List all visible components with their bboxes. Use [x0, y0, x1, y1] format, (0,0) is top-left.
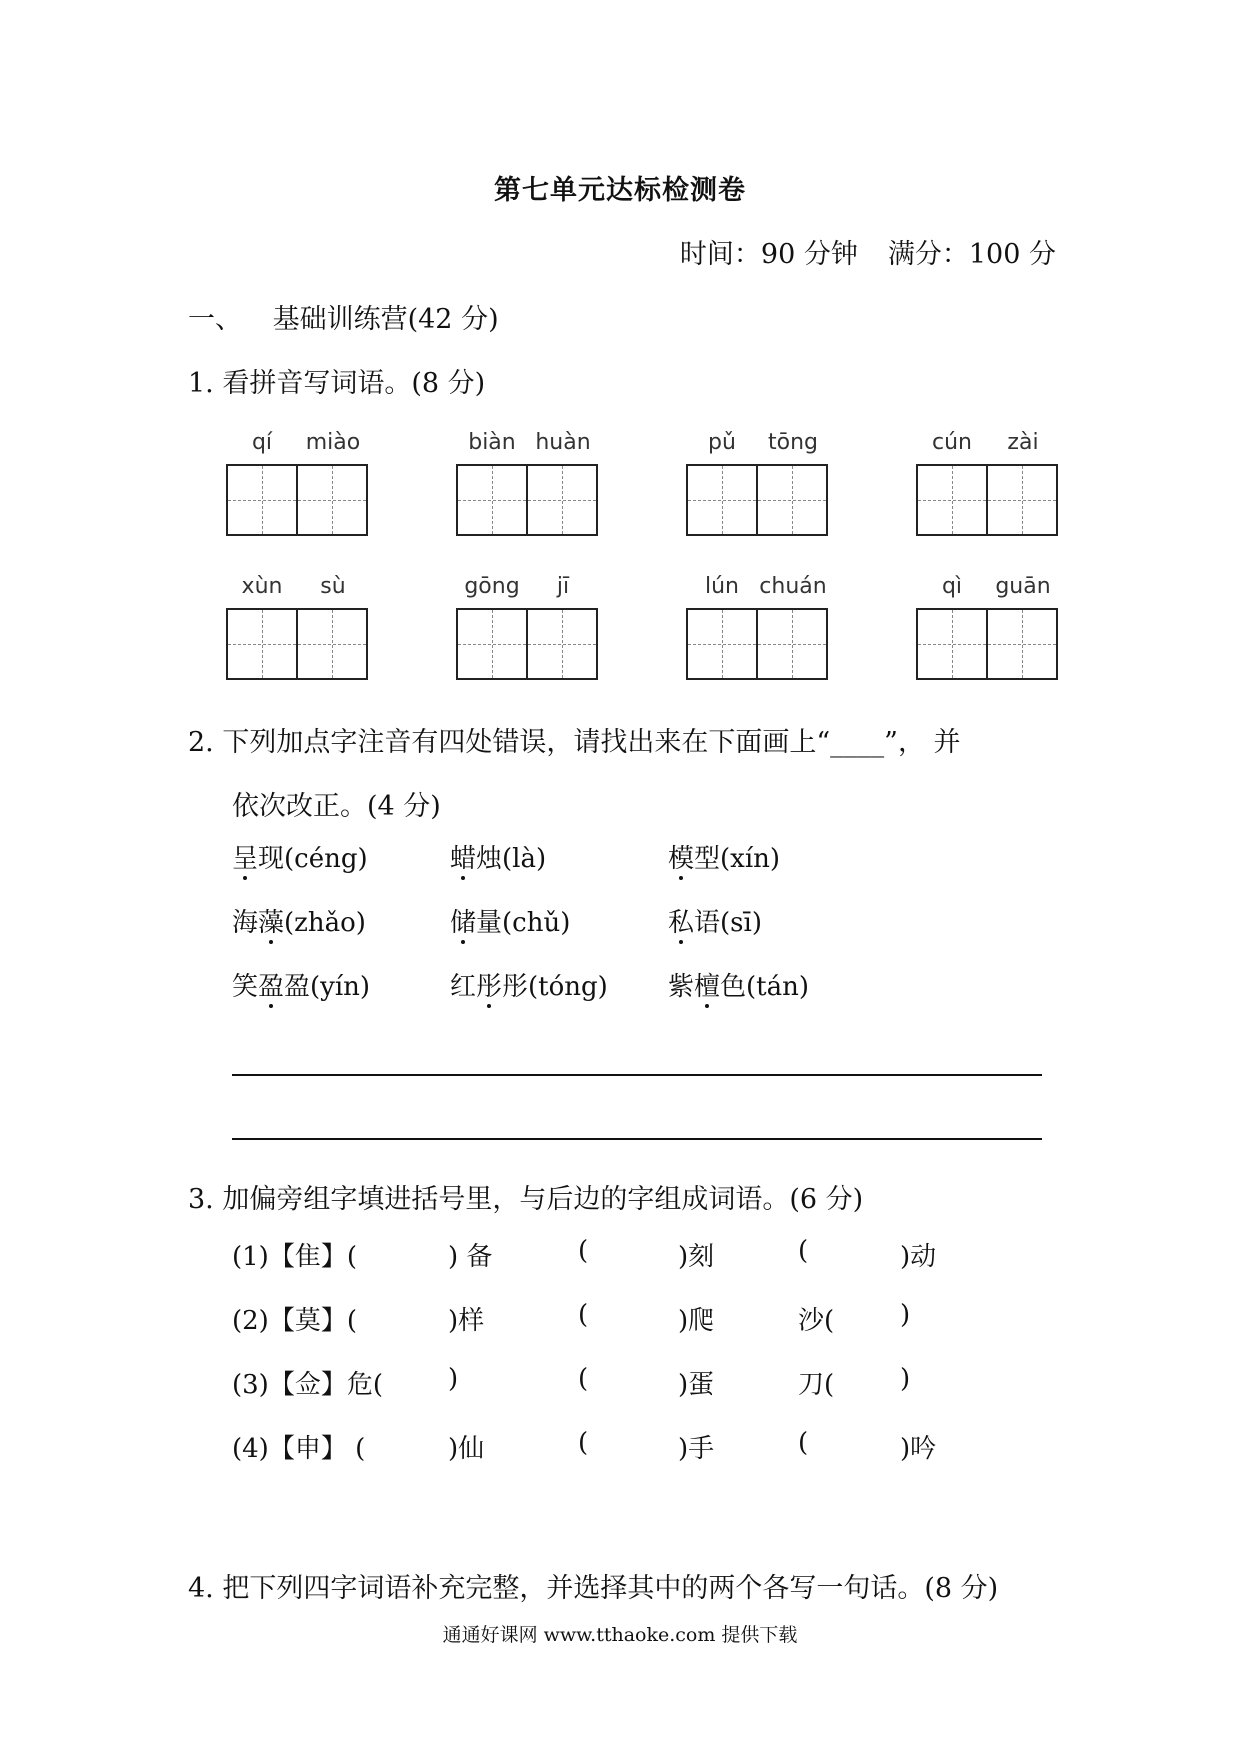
blank-close[interactable]: ) — [900, 1300, 911, 1330]
dotted-char: 呈 — [232, 844, 259, 874]
pinyin-label: huàn — [535, 430, 591, 455]
blank-close[interactable]: )吟 — [900, 1434, 937, 1464]
blank-close[interactable]: )蛋 — [678, 1370, 715, 1400]
dotted-char: 模 — [668, 844, 695, 874]
pinyin-label: sù — [320, 574, 346, 599]
blank-close[interactable]: )手 — [678, 1434, 715, 1464]
writing-cell[interactable] — [986, 466, 1056, 534]
dotted-char: 蜡 — [450, 844, 477, 874]
writing-cell[interactable] — [918, 466, 986, 534]
pronunciation-item — [668, 966, 809, 1003]
writing-grid[interactable] — [456, 608, 598, 680]
dotted-char: 藻 — [258, 908, 285, 938]
blank-open[interactable]: ( — [578, 1236, 589, 1266]
blank-open[interactable]: ( — [798, 1428, 809, 1458]
pinyin-label: lún — [705, 574, 739, 599]
question-2-text-line2: 依次改正。(4 分) — [232, 791, 441, 822]
item-text: 型(xín) — [694, 844, 781, 874]
item-text: 红 — [450, 972, 477, 1002]
blank-close[interactable]: ) 备 — [448, 1242, 493, 1272]
pinyin-label: guān — [995, 574, 1051, 599]
section-number: 一、 — [188, 304, 242, 335]
item-text: 语(sī) — [694, 908, 762, 938]
pronunciation-item — [450, 966, 608, 1003]
dotted-char: 彤 — [476, 972, 503, 1002]
pronunciation-item — [668, 902, 762, 939]
writing-cell[interactable] — [688, 610, 756, 678]
writing-grid[interactable] — [686, 464, 828, 536]
blank-close[interactable]: )动 — [900, 1242, 937, 1272]
pinyin-label: qì — [941, 574, 963, 599]
pinyin-label: pǔ — [708, 430, 736, 455]
footer-note: 通通好课网 www.tthaoke.com 提供下载 — [442, 1624, 798, 1646]
blank-close[interactable]: (4)【申】 ( — [232, 1434, 366, 1464]
pinyin-label: biàn — [468, 430, 516, 455]
score-label: 满分：100 分 — [887, 239, 1056, 270]
item-text: 笑 — [232, 972, 259, 1002]
blank-close[interactable]: ) — [900, 1364, 911, 1394]
writing-cell[interactable] — [458, 610, 526, 678]
question-2-text-line1: 2. 下列加点字注音有四处错误，请找出来在下面画上“____”， 并 — [188, 727, 961, 758]
writing-cell[interactable] — [986, 610, 1056, 678]
item-text: (zhǎo) — [284, 908, 366, 938]
item-text: 色(tán) — [720, 972, 810, 1002]
dotted-char: 盈 — [258, 972, 285, 1002]
exam-meta — [680, 232, 1056, 271]
blank-open[interactable]: ( — [578, 1364, 589, 1394]
pinyin-label: jī — [556, 574, 570, 599]
question-1-text: 1. 看拼音写词语。(8 分) — [188, 368, 486, 399]
dotted-char: 储 — [450, 908, 477, 938]
writing-cell[interactable] — [688, 466, 756, 534]
item-text: 紫 — [668, 972, 695, 1002]
writing-grid[interactable] — [226, 608, 368, 680]
writing-cell[interactable] — [756, 610, 826, 678]
pronunciation-item — [450, 838, 546, 875]
blank-open[interactable]: ( — [798, 1236, 809, 1266]
writing-cell[interactable] — [228, 466, 296, 534]
blank-open[interactable]: ( — [578, 1428, 589, 1458]
pinyin-label: zài — [1007, 430, 1039, 455]
pinyin-label: qí — [251, 430, 273, 455]
writing-cell[interactable] — [526, 610, 596, 678]
question-4-text: 4. 把下列四字词语补充完整，并选择其中的两个各写一句话。(8 分) — [188, 1573, 999, 1604]
pronunciation-item — [450, 902, 570, 939]
dotted-char: 檀 — [694, 972, 721, 1002]
answer-line-2[interactable] — [232, 1138, 1042, 1140]
writing-cell[interactable] — [756, 466, 826, 534]
blank-open[interactable]: 刀( — [798, 1370, 835, 1400]
section-title: 基础训练营(42 分) — [272, 304, 499, 335]
pinyin-label: xùn — [241, 574, 283, 599]
section-heading — [188, 297, 499, 336]
pronunciation-item — [232, 966, 370, 1003]
pinyin-label: gōng — [464, 574, 520, 599]
writing-cell[interactable] — [296, 610, 366, 678]
blank-open[interactable]: 沙( — [798, 1306, 835, 1336]
writing-cell[interactable] — [918, 610, 986, 678]
pinyin-label: miào — [305, 430, 361, 455]
blank-close[interactable]: )仙 — [448, 1434, 485, 1464]
blank-close[interactable]: )样 — [448, 1306, 485, 1336]
item-text: 烛(là) — [476, 844, 547, 874]
item-text: 彤(tóng) — [502, 972, 608, 1002]
blank-close[interactable]: (2)【莫】( — [232, 1306, 357, 1336]
blank-close[interactable]: ) — [448, 1364, 459, 1394]
writing-grid[interactable] — [686, 608, 828, 680]
writing-cell[interactable] — [228, 610, 296, 678]
item-text: 量(chǔ) — [476, 908, 571, 938]
pinyin-label: chuán — [759, 574, 827, 599]
writing-grid[interactable] — [456, 464, 598, 536]
writing-cell[interactable] — [526, 466, 596, 534]
blank-close[interactable]: )爬 — [678, 1306, 715, 1336]
item-text: 现(céng) — [258, 844, 368, 874]
answer-line-1[interactable] — [232, 1074, 1042, 1076]
blank-close[interactable]: (3)【佥】危( — [232, 1370, 383, 1400]
item-text: 盈(yín) — [284, 972, 371, 1002]
writing-grid[interactable] — [226, 464, 368, 536]
blank-close[interactable]: (1)【隹】( — [232, 1242, 357, 1272]
time-label: 时间：90 分钟 — [679, 239, 858, 270]
writing-grid[interactable] — [916, 464, 1058, 536]
pronunciation-item — [232, 902, 366, 939]
pronunciation-item — [668, 838, 780, 875]
blank-close[interactable]: )刻 — [678, 1242, 715, 1272]
pronunciation-item — [232, 838, 368, 875]
question-3-text: 3. 加偏旁组字填进括号里，与后边的字组成词语。(6 分) — [188, 1184, 864, 1215]
writing-cell[interactable] — [296, 466, 366, 534]
writing-grid[interactable] — [916, 608, 1058, 680]
blank-open[interactable]: ( — [578, 1300, 589, 1330]
dotted-char: 私 — [668, 908, 695, 938]
page-title: 第七单元达标检测卷 — [494, 175, 746, 206]
pinyin-label: cún — [932, 430, 972, 455]
pinyin-label: tōng — [768, 430, 818, 455]
writing-cell[interactable] — [458, 466, 526, 534]
item-text: 海 — [232, 908, 259, 938]
